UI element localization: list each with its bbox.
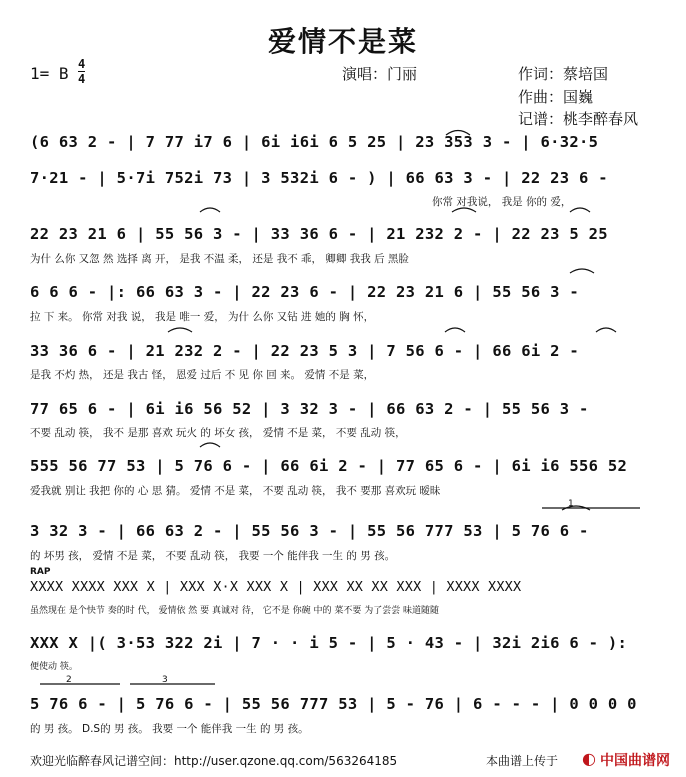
score-row-6-notes: 77 65 6 - | 6i i6 56 52 | 3 32 3 - | 66 63 2 - | 55 56 3 -	[30, 400, 589, 418]
volta-number: 3	[162, 675, 168, 685]
slur-mark	[570, 269, 594, 273]
score-row-7-lyrics: 爱我就 别让 我把 你的 心 思 猜。 爱情 不是 菜， 不要 乱动 筷， 我不 要那 喜欢玩 暧昧	[30, 485, 441, 497]
score-row-4-notes: 6 6 6 - |: 66 63 3 - | 22 23 6 - | 22 23 21 6 | 55 56 3 -	[30, 283, 580, 301]
site-logo-icon: ◐	[582, 749, 596, 768]
slur-mark	[570, 208, 590, 212]
meter-top: 4	[78, 57, 86, 71]
lyricist-credit: 作词：蔡培国	[518, 65, 609, 83]
score-row-5-lyrics: 是我 不灼 热， 还是 我古 怪， 恩爱 过后 不 见 你 回 来。 爱情 不是 菜，	[30, 369, 375, 381]
volta-number: 1	[568, 499, 574, 509]
score-row-7-notes: 555 56 77 53 | 5 76 6 - | 66 6i 2 - | 77 65 6 - | 6i i6 556 52	[30, 457, 628, 475]
score-row-8-notes: 3 32 3 - | 66 63 2 - | 55 56 3 - | 55 56 777 53 | 5 76 6 -	[30, 522, 589, 540]
site-logo: 中国曲谱网	[600, 753, 670, 769]
score-row-2-notes: 7·21 - | 5·7i 752i 73 | 3 532i 6 - ) | 66 63 3 - | 22 23 6 -	[30, 169, 608, 187]
score-row-2-lyrics: 你常 对我说， 我是 你的 爱，	[432, 196, 572, 208]
rap-label: RAP	[30, 567, 51, 577]
score-row-9-lyrics: 虽然现在 是个快节 奏的时 代， 爱情依 然 要 真诚对 待， 它不是 你碗 中的 菜不要 为了尝尝 味道随随	[30, 606, 440, 616]
song-title: 爱情不是菜	[267, 25, 418, 58]
score-row-8-lyrics: 的 坏男 孩， 爱情 不是 菜， 不要 乱动 筷， 我要 一个 能伴我 一生 的 男 孩。	[30, 550, 396, 562]
score-row-10-lyrics: 便使动 筷。	[30, 662, 78, 672]
volta-number: 2	[66, 675, 72, 685]
singer-credit: 演唱：门丽	[342, 65, 418, 83]
slur-mark	[200, 208, 220, 212]
score-row-4-lyrics: 拉 下 来。 你常 对我 说， 我是 唯一 爱， 为什 么你 又钻 进 她的 胸 怀，	[30, 311, 375, 323]
slur-mark	[596, 328, 616, 332]
composer-credit: 作曲：国巍	[518, 88, 594, 106]
footer-left: 欢迎光临醉春风记谱空间：http://user.qzone.qq.com/563264185	[30, 754, 398, 768]
meter-bottom: 4	[78, 72, 86, 86]
score-row-5-notes: 33 36 6 - | 21 232 2 - | 22 23 5 3 | 7 56 6 - | 66 6i 2 -	[30, 342, 580, 360]
slur-mark	[445, 328, 465, 332]
footer-right: 本曲谱上传于	[486, 754, 559, 768]
slur-mark	[200, 443, 220, 447]
score-row-6-lyrics: 不要 乱动 筷， 我不 是那 喜欢 玩火 的 坏女 孩， 爱情 不是 菜， 不要 乱动 筷，	[30, 427, 406, 439]
score-row-11-notes: 5 76 6 - | 5 76 6 - | 55 56 777 53 | 5 - 76 | 6 - - - | 0 0 0 0	[30, 695, 637, 713]
slur-mark	[168, 328, 192, 332]
key-signature: 1= B	[30, 64, 69, 83]
score-row-9-notes: XXXX XXXX XXX X | XXX X·X XXX X | XXX XX XX XXX | XXXX XXXX	[30, 579, 522, 595]
slur-mark	[446, 131, 470, 136]
score-row-10-notes: XXX X |( 3·53 322 2i | 7 · · i 5 - | 5 · 43 - | 32i 2i6 6 - ):	[30, 634, 628, 652]
score-row-3-notes: 22 23 21 6 | 55 56 3 - | 33 36 6 - | 21 232 2 - | 22 23 5 25	[30, 225, 608, 243]
score-row-3-lyrics: 为什 么你 又忽 然 选择 离 开， 是我 不温 柔， 还是 我不 乖， 卿卿 我我 后 黑脸	[30, 253, 409, 265]
score-row-11-lyrics: 的 男 孩。 D.S的 男 孩。 我要 一个 能伴我 一生 的 男 孩。	[30, 723, 309, 735]
transcriber-credit: 记谱：桃李醉春风	[518, 110, 639, 128]
slur-mark	[452, 208, 476, 212]
score-row-1-notes: (6 63 2 - | 7 77 i7 6 | 6i i6i 6 5 25 | 23 353 3 - | 6·32·5	[30, 133, 599, 151]
